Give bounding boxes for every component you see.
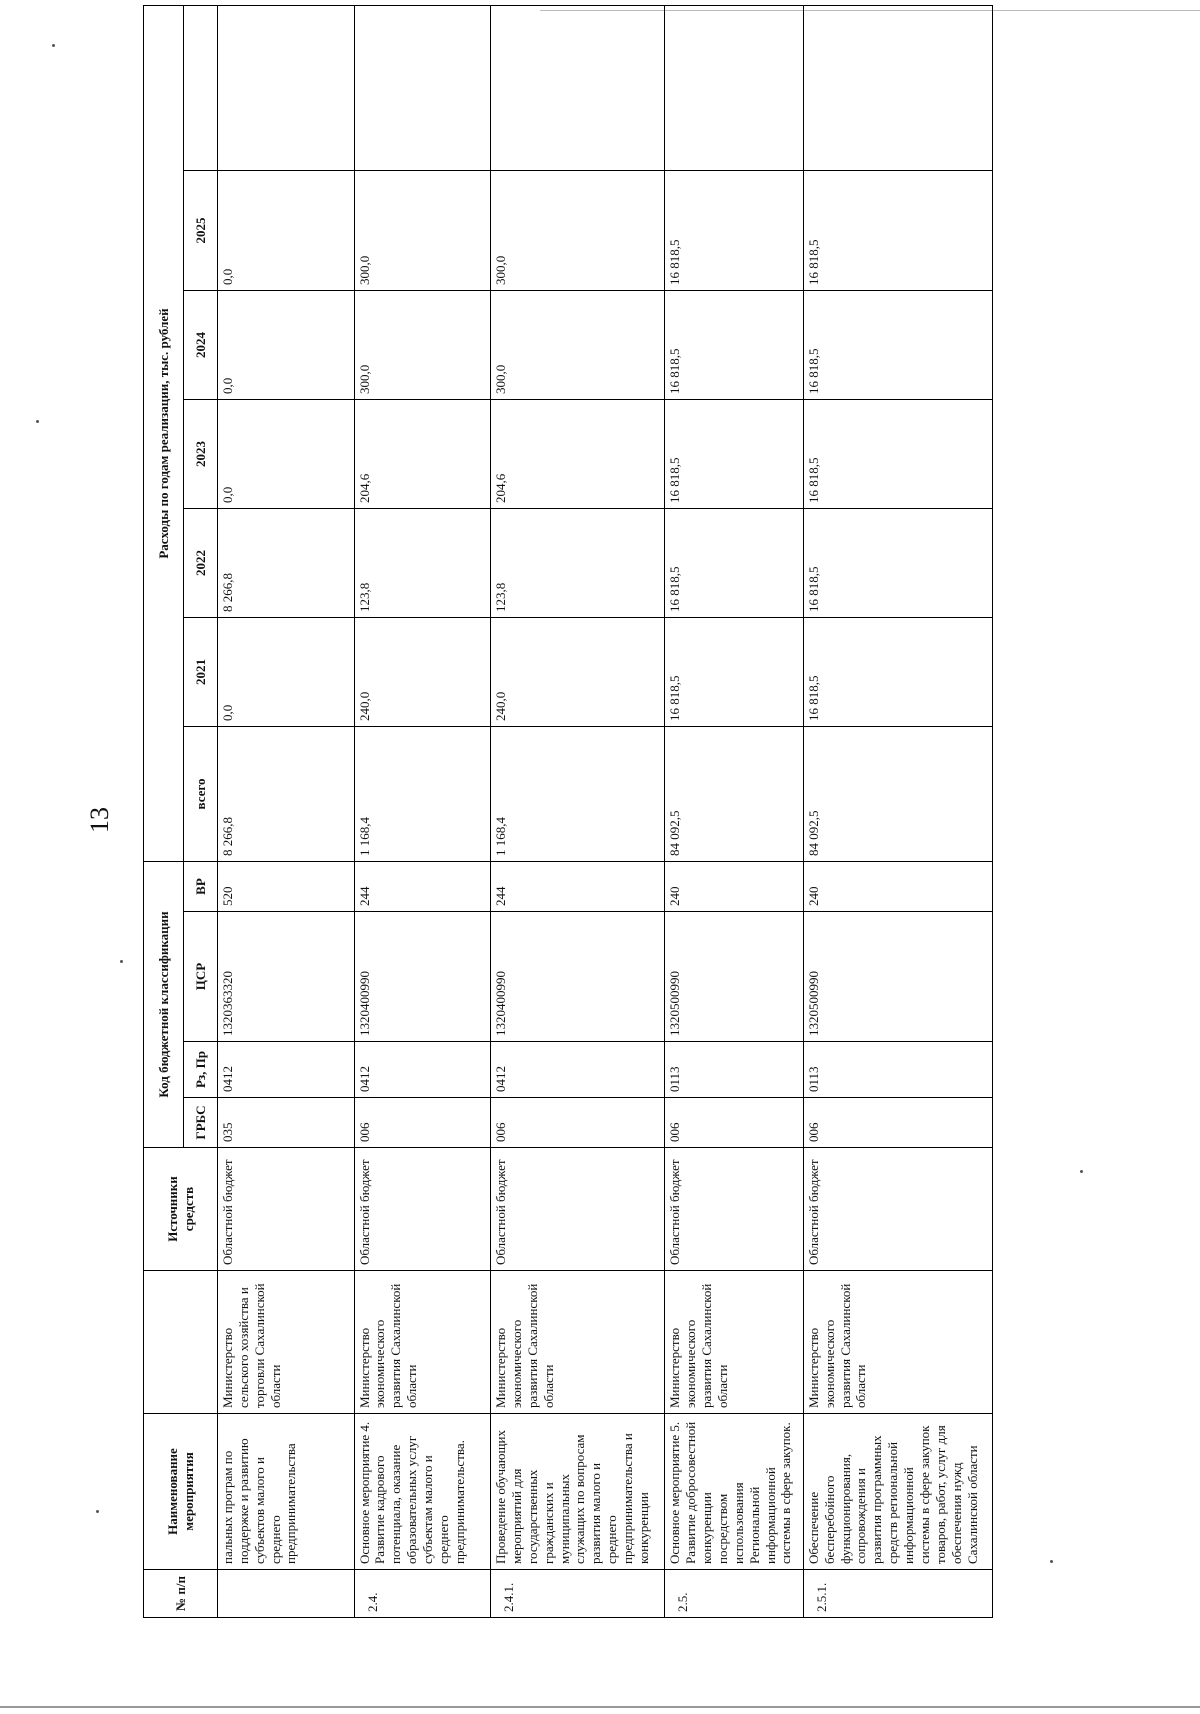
- row-rzpr: 0113: [664, 1042, 803, 1098]
- row-total: 1 168,4: [354, 726, 491, 861]
- table-row: [354, 5, 491, 1617]
- row-2023: 16 818,5: [664, 399, 803, 508]
- row-2024: 16 818,5: [803, 290, 992, 399]
- row-2022: 8 266,8: [217, 508, 354, 617]
- row-2021: 240,0: [490, 617, 664, 726]
- row-name: пальных програм по поддержке и развитию субъектов малого и среднего предпринимательства: [217, 1414, 354, 1570]
- row-source: Областной бюджет: [354, 1148, 491, 1271]
- scan-speck: [36, 420, 39, 423]
- row-2022: 123,8: [354, 508, 491, 617]
- col-header-total: всего: [183, 726, 217, 861]
- row-blank: [490, 5, 664, 170]
- row-vr: 240: [664, 861, 803, 911]
- row-grbs: 035: [217, 1098, 354, 1148]
- row-executor: Министерство экономического развития Сахалинской области: [490, 1271, 664, 1414]
- row-2024: 0,0: [217, 290, 354, 399]
- row-2023: 204,6: [490, 399, 664, 508]
- row-2022: 123,8: [490, 508, 664, 617]
- col-header-expenses: Расходы по годам реализации, тыс. рублей: [143, 5, 183, 861]
- row-csr: 1320500990: [803, 912, 992, 1042]
- scan-artifact-line: [0, 1706, 1200, 1708]
- table-row: [803, 5, 992, 1617]
- row-2021: 16 818,5: [803, 617, 992, 726]
- row-total: 84 092,5: [803, 726, 992, 861]
- col-header-2025: 2025: [183, 170, 217, 290]
- header-row-1: [143, 5, 183, 1617]
- row-csr: 1320500990: [664, 912, 803, 1042]
- row-2023: 204,6: [354, 399, 491, 508]
- row-2024: 16 818,5: [664, 290, 803, 399]
- table-row: [490, 5, 664, 1617]
- scan-speck: [1080, 1170, 1083, 1173]
- row-csr: 1320400990: [354, 912, 491, 1042]
- row-blank: [217, 5, 354, 170]
- row-source: Областной бюджет: [803, 1148, 992, 1271]
- page-number: 13: [85, 807, 114, 833]
- row-source: Областной бюджет: [490, 1148, 664, 1271]
- table-row: [664, 5, 803, 1617]
- row-rzpr: 0412: [217, 1042, 354, 1098]
- row-executor: Министерство экономического развития Сахалинской области: [664, 1271, 803, 1414]
- row-grbs: 006: [803, 1098, 992, 1148]
- col-header-source: Источники средств: [143, 1148, 217, 1271]
- budget-table: [143, 5, 993, 1618]
- row-grbs: 006: [490, 1098, 664, 1148]
- row-executor: Министерство экономического развития Сахалинской области: [803, 1271, 992, 1414]
- row-2025: 0,0: [217, 170, 354, 290]
- scan-speck: [52, 44, 55, 47]
- col-header-vr: ВР: [183, 861, 217, 911]
- row-rzpr: 0412: [354, 1042, 491, 1098]
- row-name: Основное мероприятие 4. Развитие кадрового потенциала, оказание образовательных услуг субъектам малого и среднего предпринимательства.: [354, 1414, 491, 1570]
- row-source: Областной бюджет: [664, 1148, 803, 1271]
- rotated-budget-table-page: [143, 6, 993, 1618]
- row-2021: 0,0: [217, 617, 354, 726]
- table-row: [217, 5, 354, 1617]
- row-blank: [803, 5, 992, 170]
- col-header-name: Наименование мероприятия: [143, 1414, 217, 1570]
- row-source: Областной бюджет: [217, 1148, 354, 1271]
- row-blank: [664, 5, 803, 170]
- col-header-csr: ЦСР: [183, 912, 217, 1042]
- row-2021: 240,0: [354, 617, 491, 726]
- row-no: 2.5.: [664, 1570, 803, 1618]
- row-csr: 1320400990: [490, 912, 664, 1042]
- row-2024: 300,0: [490, 290, 664, 399]
- row-total: 84 092,5: [664, 726, 803, 861]
- row-csr: 1320363320: [217, 912, 354, 1042]
- row-name: Проведение обучающих мероприятий для государственных гражданских и муниципальных служащих по вопросам развития малого и среднего предпринимательства и конкуренции: [490, 1414, 664, 1570]
- row-2023: 0,0: [217, 399, 354, 508]
- row-rzpr: 0412: [490, 1042, 664, 1098]
- row-no: 2.4.1.: [490, 1570, 664, 1618]
- row-executor: Министерство экономического развития Сахалинской области: [354, 1271, 491, 1414]
- row-vr: 244: [354, 861, 491, 911]
- col-header-no: № п/п: [143, 1570, 217, 1618]
- col-header-rzpr: Рз, Пр: [183, 1042, 217, 1098]
- row-2022: 16 818,5: [803, 508, 992, 617]
- row-2022: 16 818,5: [664, 508, 803, 617]
- row-2025: 16 818,5: [803, 170, 992, 290]
- row-2025: 300,0: [490, 170, 664, 290]
- scan-speck: [120, 960, 123, 963]
- row-vr: 520: [217, 861, 354, 911]
- row-2024: 300,0: [354, 290, 491, 399]
- col-header-blank: [183, 5, 217, 170]
- row-vr: 240: [803, 861, 992, 911]
- col-header-2024: 2024: [183, 290, 217, 399]
- row-grbs: 006: [354, 1098, 491, 1148]
- scan-speck: [1050, 1560, 1053, 1563]
- row-grbs: 006: [664, 1098, 803, 1148]
- col-header-2023: 2023: [183, 399, 217, 508]
- col-header-budget-code: Код бюджетной классификации: [143, 861, 183, 1147]
- row-2021: 16 818,5: [664, 617, 803, 726]
- row-rzpr: 0113: [803, 1042, 992, 1098]
- row-name: Обеспечение бесперебойного функционирования, сопровождения и развития программных средств региональной информационной системы в сфере закупок товаров, работ, услуг для обеспечения нужд Сахалинской области: [803, 1414, 992, 1570]
- row-name: Основное мероприятие 5. Развитие добросовестной конкуренции посредством использования Региональной информационной системы в сфере закупок.: [664, 1414, 803, 1570]
- col-header-2022: 2022: [183, 508, 217, 617]
- col-header-grbs: ГРБС: [183, 1098, 217, 1148]
- row-blank: [354, 5, 491, 170]
- col-header-2021: 2021: [183, 617, 217, 726]
- col-header-executor: [143, 1271, 217, 1414]
- row-2023: 16 818,5: [803, 399, 992, 508]
- row-vr: 244: [490, 861, 664, 911]
- row-executor: Министерство сельского хозяйства и торговли Сахалинской области: [217, 1271, 354, 1414]
- row-no: [217, 1570, 354, 1618]
- row-no: 2.4.: [354, 1570, 491, 1618]
- row-no: 2.5.1.: [803, 1570, 992, 1618]
- row-2025: 300,0: [354, 170, 491, 290]
- row-total: 1 168,4: [490, 726, 664, 861]
- row-2025: 16 818,5: [664, 170, 803, 290]
- row-total: 8 266,8: [217, 726, 354, 861]
- scan-speck: [96, 1510, 99, 1513]
